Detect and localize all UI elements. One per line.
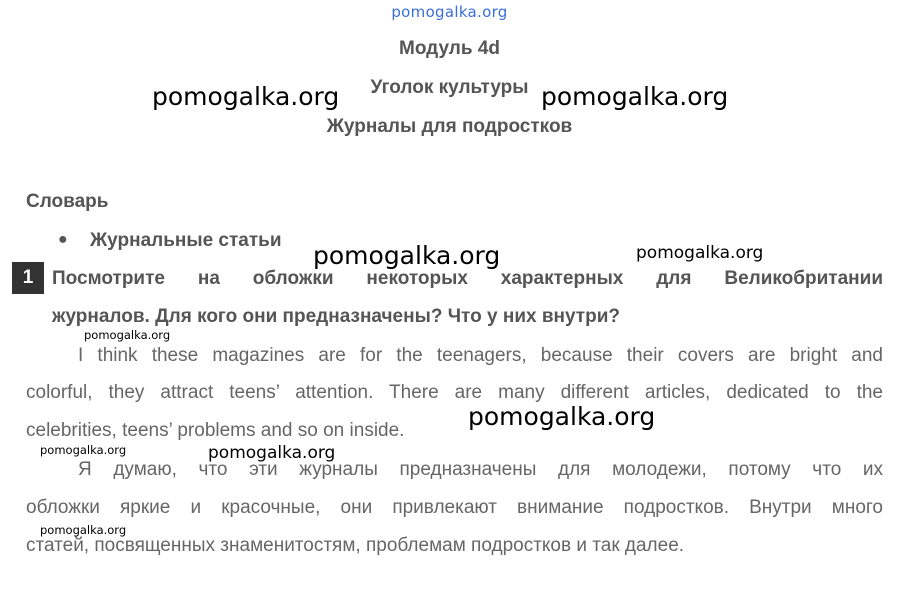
watermark: pomogalka.org — [152, 82, 340, 111]
watermark: pomogalka.org — [541, 82, 729, 111]
answer-en-line: celebrities, teens’ problems and so on inside. — [26, 420, 405, 441]
bullet-icon: ● — [58, 231, 68, 248]
module-title: Модуль 4d — [399, 38, 500, 59]
answer-ru-line: обложки яркие и красочные, они привлекают внимание подростков. Внутри много — [26, 497, 883, 518]
watermark: pomogalka.org — [313, 241, 501, 270]
watermark: pomogalka.org — [84, 328, 171, 342]
answer-ru-line: Я думаю, что эти журналы предназначены для молодежи, потому что их — [78, 459, 883, 480]
vocabulary-item: Журнальные статьи — [90, 230, 282, 251]
watermark: pomogalka.org — [468, 402, 656, 431]
site-link-top[interactable]: pomogalka.org — [391, 3, 508, 21]
section-title: Уголок культуры — [370, 77, 529, 98]
answer-ru-line: статей, посвященных знаменитостям, проблемам подростков и так далее. — [26, 535, 685, 556]
vocabulary-title: Словарь — [26, 191, 109, 212]
watermark: pomogalka.org — [40, 443, 127, 457]
answer-en-line: I think these magazines are for the teenagers, because their covers are bright and — [78, 345, 883, 366]
watermark: pomogalka.org — [208, 443, 336, 463]
question-line: журналов. Для кого они предназначены? Что у них внутри? — [52, 306, 620, 327]
question-line: Посмотрите на обложки некоторых характерных для Великобритании — [52, 268, 883, 289]
exercise-number-badge: 1 — [12, 262, 44, 294]
watermark: pomogalka.org — [636, 243, 764, 263]
topic-title: Журналы для подростков — [326, 116, 573, 137]
watermark: pomogalka.org — [40, 523, 127, 537]
answer-en-line: colorful, they attract teens’ attention. There are many different articles, dedicated to the — [26, 382, 883, 403]
